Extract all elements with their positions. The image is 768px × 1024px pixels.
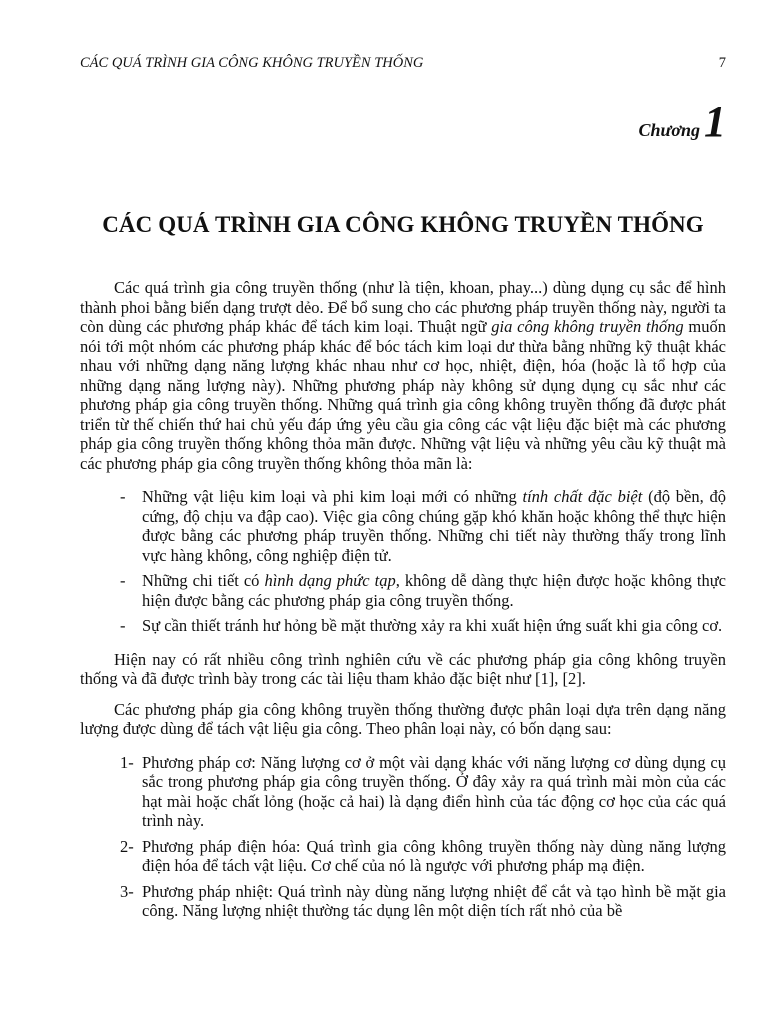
bullet-marker: - [120,487,126,506]
intro-part2: muốn nói tới một nhóm các phương pháp khác để bóc tách kim loại dư thừa bằng những kỹ thuật khác nhau với những dạng năng lượng khác nhau như cơ học, nhiệt, điện, hóa (hoặc là tổ hợp của những dạng năng lượng này). Những phương pháp này không sử dụng dụng cụ sắc như các phương pháp gia công truyền thống. Những quá trình gia công không truyền thống đã được phát triển từ thế chiến thứ hai chủ yếu đáp ứng yêu cầu gia công các vật liệu đặc biệt mà các phương pháp gia công truyền thống không thỏa mãn được. Những vật liệu và những yêu cầu kỹ thuật mà các phương pháp gia công truyền thống không thỏa mãn là: [80,317,726,473]
list-item-text: Những vật liệu kim loại và phi kim loại mới có những [142,487,523,506]
number-marker: 1- [120,752,134,772]
intro-paragraph [80,278,726,473]
paragraph-classification: Các phương pháp gia công không truyền thống thường được phân loại dựa trên dạng năng lượng được dùng để tách vật liệu gia công. Theo phân loại này, có bốn dạng sau: [80,699,726,738]
list-item-emphasis: tính chất đặc biệt [522,487,643,506]
intro-part1: Các quá trình gia công truyền thống (như là tiện, khoan, phay...) dùng dụng cụ sắc để hình thành phoi bằng biến dạng trượt dẻo. Để bổ sung cho các phương pháp truyền thống này, người ta còn dùng các phương pháp khác để tách kim loại. Thuật ngữ [80,278,726,336]
list-item [80,571,726,610]
list-item-text: Phương pháp cơ: Năng lượng cơ ở một vài dạng khác với năng lượng cơ dùng dụng cụ sắc trong phương pháp gia công truyền thống. Ở đây xảy ra quá trình mài mòn của các hạt mài hoặc chất lỏng (hoặc cả hai) là dạng điển hình của tác động cơ học của các quá trình này. [142,752,726,830]
list-item [80,882,726,921]
page-number: 7 [718,55,726,71]
chapter-number: 1 [704,97,726,146]
list-item-text: , không dễ dàng thực hiện được hoặc không thực hiện được bằng các phương pháp gia công truyền thống. [142,571,726,610]
paragraph-research: Hiện nay có rất nhiều công trình nghiên cứu về các phương pháp gia công không truyền thống và đã được trình bày trong các tài liệu tham khảo đặc biệt như [1], [2]. [80,649,726,688]
list-item-text: Phương pháp nhiệt: Quá trình này dùng năng lượng nhiệt để cắt và tạo hình bề mặt gia công. Năng lượng nhiệt thường tác dụng lên một diện tích rất nhỏ của bề [142,881,726,920]
running-title: CÁC QUÁ TRÌNH GIA CÔNG KHÔNG TRUYỀN THỐNG [80,55,424,71]
chapter-heading [639,96,726,147]
requirements-list [80,487,726,636]
running-header [80,55,726,72]
list-item [80,837,726,876]
list-item-text: (độ bền, độ cứng, độ chịu va đập cao). Việc gia công chúng gặp khó khăn hoặc không thể thực hiện được bằng các phương pháp truyền thống. Những chi tiết này thường thấy trong lĩnh vực hàng không, công nghiệp điện tử. [142,487,726,565]
list-item [80,753,726,831]
list-item [80,616,726,636]
methods-list [80,753,726,921]
bullet-marker: - [120,571,126,590]
bullet-marker: - [120,616,126,635]
list-item-text: Những chi tiết có [142,571,265,590]
number-marker: 3- [120,881,134,901]
chapter-title: CÁC QUÁ TRÌNH GIA CÔNG KHÔNG TRUYỀN THỐNG [102,212,704,237]
chapter-word: Chương [638,120,700,140]
list-item-text: Sự cần thiết tránh hư hỏng bề mặt thường xảy ra khi xuất hiện ứng suất khi gia công cơ. [142,616,723,635]
intro-term: gia công không truyền thống [491,317,684,336]
list-item-emphasis: hình dạng phức tạp [264,571,396,590]
number-marker: 2- [120,836,134,856]
list-item-text: Phương pháp điện hóa: Quá trình gia công không truyền thống này dùng năng lượng điện hóa để tách vật liệu. Cơ chế của nó là ngược với phương pháp mạ điện. [142,836,726,875]
body-text [80,278,726,927]
list-item [80,487,726,565]
